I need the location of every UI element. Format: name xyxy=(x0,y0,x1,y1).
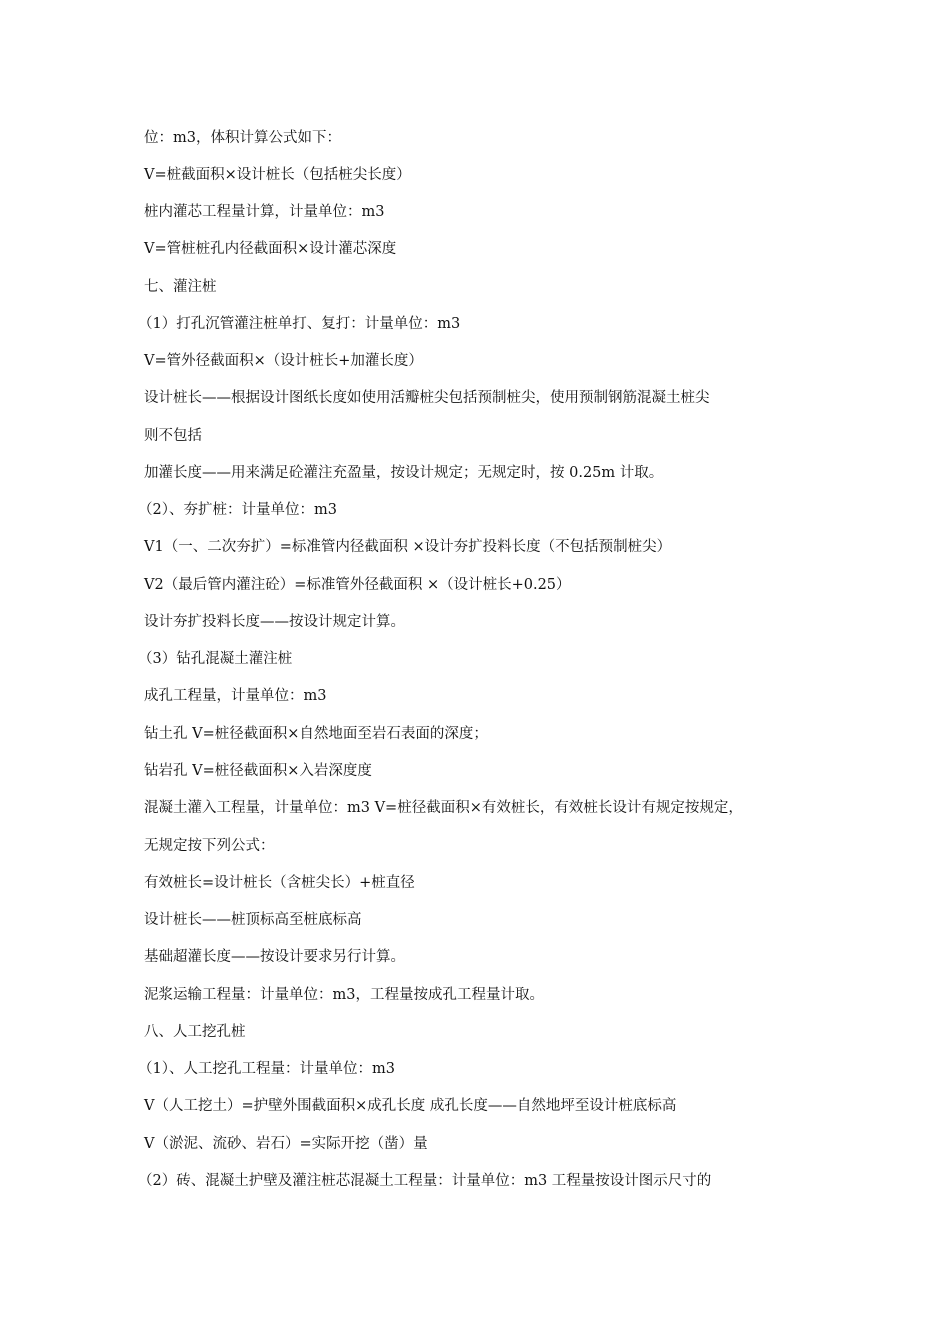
text-line: 桩内灌芯工程量计算，计量单位：m3 xyxy=(144,204,385,220)
text-line: 泥浆运输工程量：计量单位：m3，工程量按成孔工程量计取。 xyxy=(144,987,544,1003)
text-line: V1（一、二次夯扩）=标准管内径截面积 ×设计夯扩投料长度（不包括预制桩尖） xyxy=(144,539,672,555)
text-line: 加灌长度——用来满足砼灌注充盈量，按设计规定；无规定时，按 0.25m 计取。 xyxy=(144,465,664,481)
text-line: 则不包括 xyxy=(144,428,202,444)
section-heading: 八、人工挖孔桩 xyxy=(144,1024,246,1040)
text-line: 位：m3，体积计算公式如下： xyxy=(144,130,341,146)
text-line: 钻土孔 V=桩径截面积×自然地面至岩石表面的深度； xyxy=(144,726,488,742)
text-line: V=管桩桩孔内径截面积×设计灌芯深度 xyxy=(144,241,397,257)
subsection-heading: （3）钻孔混凝土灌注桩 xyxy=(138,651,293,667)
subsection-heading: （1）打孔沉管灌注桩单打、复打：计量单位：m3 xyxy=(138,316,461,332)
text-line: V（淤泥、流砂、岩石）=实际开挖（凿）量 xyxy=(144,1136,428,1152)
text-line: 有效桩长=设计桩长（含桩尖长）+桩直径 xyxy=(144,875,415,891)
text-line: 设计桩长——桩顶标高至桩底标高 xyxy=(144,912,362,928)
text-line: 无规定按下列公式： xyxy=(144,838,275,854)
section-heading: 七、灌注桩 xyxy=(144,279,217,295)
subsection-heading: （2）、夯扩桩：计量单位：m3 xyxy=(138,502,337,518)
text-line: V（人工挖土）=护壁外围截面积×成孔长度 成孔长度——自然地坪至设计桩底标高 xyxy=(144,1098,677,1114)
text-line: 设计桩长——根据设计图纸长度如使用活瓣桩尖包括预制桩尖，使用预制钢筋混凝土桩尖 xyxy=(144,390,710,406)
text-line: V=管外径截面积×（设计桩长+加灌长度） xyxy=(144,353,423,369)
subsection-heading: （2）砖、混凝土护壁及灌注桩芯混凝土工程量：计量单位：m3 工程量按设计图示尺寸的 xyxy=(138,1173,712,1189)
text-line: V2（最后管内灌注砼）=标准管外径截面积 ×（设计桩长+0.25） xyxy=(144,577,571,593)
subsection-heading: （1）、人工挖孔工程量：计量单位：m3 xyxy=(138,1061,395,1077)
text-line: 设计夯扩投料长度——按设计规定计算。 xyxy=(144,614,405,630)
text-line: 混凝土灌入工程量，计量单位：m3 V=桩径截面积×有效桩长，有效桩长设计有规定按规定， xyxy=(144,800,743,816)
text-line: V=桩截面积×设计桩长（包括桩尖长度） xyxy=(144,167,411,183)
text-line: 成孔工程量，计量单位：m3 xyxy=(144,688,327,704)
text-line: 钻岩孔 V=桩径截面积×入岩深度度 xyxy=(144,763,372,779)
text-line: 基础超灌长度——按设计要求另行计算。 xyxy=(144,949,405,965)
